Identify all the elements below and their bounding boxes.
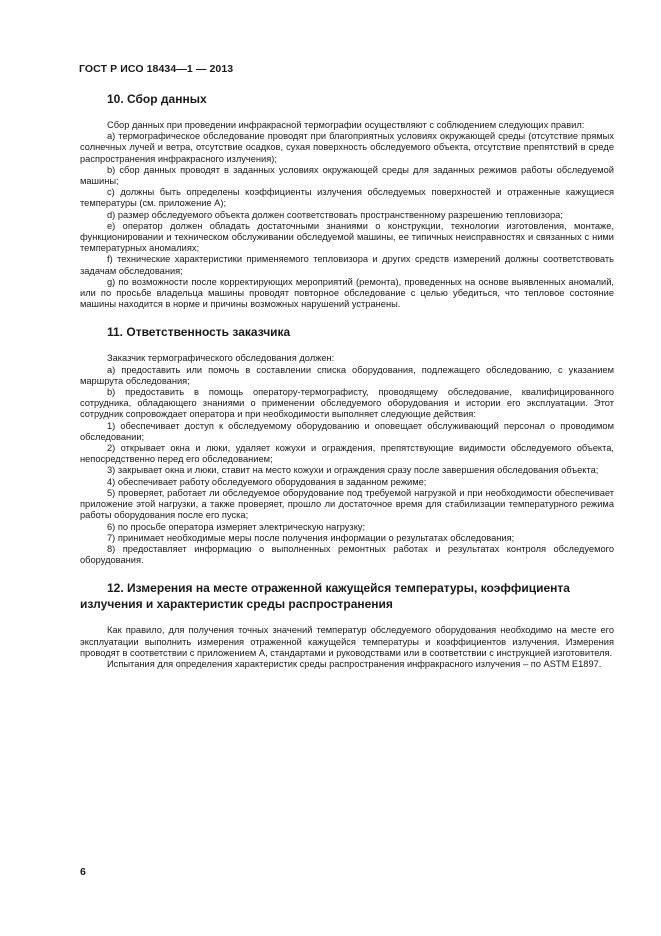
section-11-subitem-3: 3) закрывает окна и люки, ставит на место кожухи и ограждения сразу после завершения обследования объекта; <box>107 465 599 476</box>
section-10-item-e: e) оператор должен обладать достаточными знаниями о конструкции, технологии изготовления, монтаже, функционировании и техническом обслуживании обследуемой машины, ее типичных неисправностях и связанных с ними температурных аномалиях; <box>80 220 614 254</box>
section-10-intro: Сбор данных при проведении инфракрасной термографии осуществляют с соблюдением следующих правил: <box>107 120 585 130</box>
section-11-subitem-2: 2) открывает окна и люки, удаляет кожухи и ограждения, препятствующие видимости обследуемого объекта, непосредственно перед его обследованием; <box>80 443 614 465</box>
section-11-item-a: a) предоставить или помочь в составлении списка оборудования, подлежащего обследованию, с указанием маршрута обследования; <box>80 364 614 386</box>
document-header: ГОСТ Р ИСО 18434—1 — 2013 <box>79 63 234 75</box>
section-10-item-g: g) по возможности после корректирующих мероприятий (ремонта), проведенных на основе выявленных аномалий, или по просьбе владельца машины проводят повторное обследование с целью убедиться, что тепловое состояние машины находится в норме и причины возможных нарушений устранены. <box>80 276 614 310</box>
section-10-heading: 10. Сбор данных <box>107 92 207 106</box>
page-number: 6 <box>80 866 86 878</box>
section-11-intro: Заказчик термографического обследования должен: <box>107 353 335 364</box>
document-body <box>80 91 614 670</box>
section-10-item-b: b) сбор данных проводят в заданных условиях окружающей среды для заданных режимов работы обследуемой машины; <box>80 164 614 187</box>
section-11-subitem-6: 6) по просьбе оператора измеряет электрическую нагрузку; <box>107 521 366 532</box>
section-11-subitem-1: 1) обеспечивает доступ к обследуемому оборудованию и оповещает обслуживающий персонал о проводимом обследовании; <box>80 420 614 442</box>
section-10-item-f: f) технические характеристики применяемого тепловизора и других средств измерений должны соответствовать задачам обследования; <box>80 254 614 276</box>
section-12-heading: 12. Измерения на месте отраженной кажущейся температуры, коэффициента излучения и характеристик среды распространения <box>80 581 570 612</box>
section-11-heading: 11. Ответственность заказчика <box>107 325 291 340</box>
section-11-item-b: b) предоставить в помощь оператору-термографисту, проводящему обследование, квалифицированного сотрудника, обладающего знаниями о применении обследуемого оборудования и истории его эксплуатации. Этот сотрудник сопровождает оператора и при необходимости выполняет следующие действия: <box>80 387 614 420</box>
section-11-subitem-8: 8) предоставляет информацию о выполненных ремонтных работах и результатах контроля обследуемого оборудования. <box>80 543 614 566</box>
section-10-item-a: a) термографическое обследование проводят при благоприятных условиях окружающей среды (отсутствие прямых солнечных лучей и ветра, отсутствие осадков, сухая поверхность обследуемого объекта, отсутствие препятствий в среде распространения инфракрасного излучения); <box>80 131 614 164</box>
section-11-subitem-7: 7) принимает необходимые меры после получения информации о результатах обследования; <box>107 532 515 543</box>
section-11-subitem-5: 5) проверяет, работает ли обследуемое оборудование под требуемой нагрузкой и при необходимости обеспечивает приложение этой нагрузки, а также проверяет, прошло ли достаточное время для стабилизации температурного режима работы оборудования после его пуска; <box>80 487 614 521</box>
section-12-paragraph-2: Испытания для определения характеристик среды распространения инфракрасного излучения – по ASTM E1897. <box>107 658 602 669</box>
section-11-subitem-4: 4) обеспечивает работу обследуемого оборудования в заданном режиме; <box>107 476 427 487</box>
section-10-item-c: c) должны быть определены коэффициенты излучения обследуемых поверхностей и отраженные кажущиеся температуры (см. приложение А); <box>80 187 614 209</box>
section-10-item-d: d) размер обследуемого объекта должен соответствовать пространственному разрешению тепловизора; <box>107 209 563 220</box>
section-12-paragraph-1: Как правило, для получения точных значений температур обследуемого оборудования необходимо на месте его эксплуатации выполнить измерения отраженной кажущейся температуры и коэффициентов излучения. Измерения проводят в соответствии с приложением А, стандартами и руководствами или в соответствии с инструкцией изготовителя. <box>80 625 614 658</box>
